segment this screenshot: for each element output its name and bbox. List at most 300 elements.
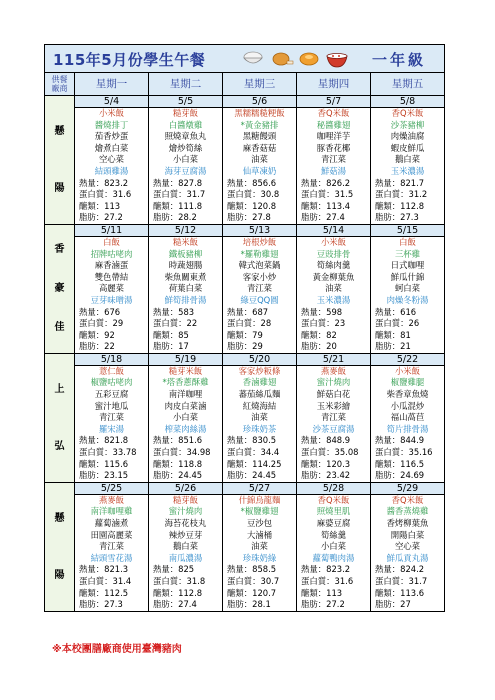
main-dish: 沙茶豬柳 bbox=[390, 119, 425, 130]
fat bbox=[75, 212, 148, 224]
soup: 筍片排骨湯 bbox=[386, 423, 429, 434]
main-dish: 醬燒排丁 bbox=[94, 119, 129, 130]
carbohydrate-label: 醣類： bbox=[79, 329, 105, 340]
fat-label: 脂肪： bbox=[375, 470, 401, 481]
vendor-char: 上 bbox=[54, 383, 65, 395]
protein-label: 蛋白質： bbox=[301, 447, 335, 458]
calories-label: 熱量： bbox=[79, 564, 105, 575]
calories-label: 熱量： bbox=[227, 564, 253, 575]
carbohydrate-value: 92 bbox=[104, 329, 115, 340]
main-dish: 蜜汁燒肉 bbox=[168, 506, 203, 517]
carbohydrate-label: 醣類： bbox=[227, 587, 253, 598]
day-date: 5/18 bbox=[75, 354, 148, 366]
calories-label: 熱量： bbox=[301, 306, 327, 317]
fat-value: 27.8 bbox=[252, 212, 271, 223]
side-dish: 燴炒筍絲 bbox=[168, 142, 203, 153]
day-cell bbox=[149, 483, 223, 611]
fat-label: 脂肪： bbox=[153, 212, 179, 223]
side-dish: 小白菜 bbox=[172, 412, 199, 423]
carbohydrate bbox=[75, 201, 148, 213]
protein bbox=[223, 576, 296, 588]
staple-food: 香Q米飯 bbox=[317, 108, 350, 118]
fat-label: 脂肪： bbox=[79, 599, 105, 610]
side-dish: 照燒章魚丸 bbox=[164, 131, 207, 142]
day-cell bbox=[223, 225, 297, 353]
vendor-char: 弘 bbox=[54, 440, 65, 452]
protein bbox=[371, 318, 444, 330]
fat-value: 21 bbox=[400, 341, 411, 352]
carbohydrate-label: 醣類： bbox=[301, 200, 327, 211]
side-dish: 小瓜混炒 bbox=[390, 400, 425, 411]
protein-value: 31.4 bbox=[112, 575, 132, 586]
day-cell bbox=[297, 96, 371, 224]
chicken-leg-icon bbox=[273, 53, 293, 65]
protein bbox=[223, 447, 296, 459]
side-dish: 日式咖哩 bbox=[390, 260, 425, 271]
day-date: 5/25 bbox=[75, 483, 148, 495]
fat-value: 27.4 bbox=[178, 599, 197, 610]
carbohydrate-label: 醣類： bbox=[375, 458, 401, 469]
side-dish: 黑糖饅頭 bbox=[242, 131, 277, 142]
vendor-char: 陽 bbox=[54, 182, 65, 194]
week-row bbox=[45, 354, 444, 483]
soup: 結頭雞湯 bbox=[94, 165, 129, 176]
carbohydrate-value: 111.8 bbox=[178, 200, 203, 211]
calories-value: 616 bbox=[400, 306, 417, 317]
side-dish: 鮮瓜什錦 bbox=[390, 271, 425, 282]
protein bbox=[371, 447, 444, 459]
fat bbox=[371, 470, 444, 482]
day-date: 5/6 bbox=[223, 96, 296, 108]
main-dish: 招牌咕咾肉 bbox=[90, 248, 133, 259]
main-dish: 香滷雞翅 bbox=[242, 377, 277, 388]
fat bbox=[149, 599, 222, 611]
soup: 豆芽味噌湯 bbox=[90, 294, 133, 305]
carbohydrate-label: 醣類： bbox=[153, 458, 179, 469]
fat bbox=[223, 341, 296, 353]
protein-label: 蛋白質： bbox=[227, 318, 261, 329]
side-dish: 蝦皮鮮瓜 bbox=[390, 142, 425, 153]
side-dish: 青江菜 bbox=[320, 412, 347, 423]
day-cell bbox=[75, 354, 149, 482]
fat bbox=[149, 212, 222, 224]
protein bbox=[149, 576, 222, 588]
day-date: 5/5 bbox=[149, 96, 222, 108]
carbohydrate-value: 113 bbox=[326, 587, 343, 598]
calories-label: 熱量： bbox=[153, 306, 179, 317]
main-dish: 照燒里肌 bbox=[316, 506, 351, 517]
protein-label: 蛋白質： bbox=[375, 575, 409, 586]
side-dish: 小白菜 bbox=[320, 541, 347, 552]
side-dish: 油菜 bbox=[251, 154, 268, 165]
fat-value: 22 bbox=[104, 341, 115, 352]
fat-label: 脂肪： bbox=[375, 599, 401, 610]
side-dish: 青江菜 bbox=[320, 154, 347, 165]
side-dish: 蕃茄絲瓜麵 bbox=[238, 389, 281, 400]
protein-value: 35.08 bbox=[334, 447, 359, 458]
protein-label: 蛋白質： bbox=[375, 447, 409, 458]
day-cell bbox=[297, 354, 371, 482]
side-dish: 玉米彩繪 bbox=[316, 400, 351, 411]
soup: 玉米濃湯 bbox=[390, 165, 425, 176]
day-cell bbox=[75, 225, 149, 353]
carbohydrate bbox=[149, 588, 222, 600]
staple-food: 香Q米飯 bbox=[391, 494, 424, 505]
calories bbox=[75, 307, 148, 319]
main-dish: *塔香蔥酥雞 bbox=[162, 377, 209, 388]
soup: 玉米濃湯 bbox=[316, 294, 351, 305]
soup: 結頭雪花湯 bbox=[90, 552, 133, 563]
fat-value: 23.42 bbox=[326, 470, 351, 481]
side-dish: 茄香炒蛋 bbox=[94, 131, 129, 142]
carbohydrate bbox=[149, 201, 222, 213]
calories-value: 826.2 bbox=[326, 177, 351, 188]
side-dish: 青江菜 bbox=[246, 283, 273, 294]
fat-value: 27 bbox=[400, 599, 411, 610]
calories-value: 583 bbox=[178, 306, 195, 317]
protein-value: 30.7 bbox=[260, 575, 280, 586]
carbohydrate bbox=[149, 330, 222, 342]
protein bbox=[297, 318, 370, 330]
side-dish: 開陽白菜 bbox=[390, 529, 425, 540]
protein-label: 蛋白質： bbox=[301, 189, 335, 200]
protein-value: 31.7 bbox=[186, 189, 206, 200]
calories bbox=[149, 435, 222, 447]
carbohydrate-value: 81 bbox=[400, 329, 411, 340]
soup: 南瓜濃湯 bbox=[168, 552, 203, 563]
staple-food: 糙芽飯 bbox=[172, 494, 199, 505]
protein-value: 30.8 bbox=[260, 189, 280, 200]
fat-label: 脂肪： bbox=[227, 599, 253, 610]
side-dish: 咖哩洋芋 bbox=[316, 131, 351, 142]
fat-value: 28.2 bbox=[178, 212, 197, 223]
vendor-char: 懸 bbox=[54, 125, 65, 137]
carbohydrate-label: 醣類： bbox=[227, 458, 253, 469]
carbohydrate-label: 醣類： bbox=[301, 587, 327, 598]
calories-label: 熱量： bbox=[375, 564, 401, 575]
calories-value: 856.6 bbox=[252, 177, 277, 188]
protein-value: 22 bbox=[186, 318, 198, 329]
side-dish: 青江菜 bbox=[98, 412, 125, 423]
fat bbox=[149, 341, 222, 353]
staple-food: 黑糯糯糙粳飯 bbox=[234, 108, 285, 118]
protein-value: 31.6 bbox=[334, 575, 354, 586]
staple-food: 小米飯 bbox=[320, 236, 347, 247]
calories-label: 熱量： bbox=[375, 177, 401, 188]
soup: 榨菜肉絲湯 bbox=[164, 423, 207, 434]
soup-bowl-icon bbox=[327, 54, 347, 68]
day-cell bbox=[223, 354, 297, 482]
calories-value: 823.2 bbox=[326, 564, 351, 575]
calories-label: 熱量： bbox=[375, 435, 401, 446]
side-dish: 麻香滷蛋 bbox=[94, 260, 129, 271]
calories-label: 熱量： bbox=[79, 177, 105, 188]
calories-value: 823.2 bbox=[104, 177, 129, 188]
carbohydrate-label: 醣類： bbox=[227, 329, 253, 340]
fat-label: 脂肪： bbox=[153, 341, 179, 352]
carbohydrate-value: 113.4 bbox=[326, 200, 351, 211]
staple-food: 客家炒粄條 bbox=[238, 365, 281, 376]
fat-label: 脂肪： bbox=[375, 212, 401, 223]
calories-value: 824.2 bbox=[400, 564, 425, 575]
protein bbox=[149, 189, 222, 201]
fat bbox=[75, 470, 148, 482]
side-dish: 燴煮白菜 bbox=[94, 142, 129, 153]
side-dish: 香烤柳葉魚 bbox=[386, 518, 429, 528]
soup: 沙茶豆腐湯 bbox=[312, 423, 355, 434]
protein bbox=[75, 447, 148, 459]
fat-label: 脂肪： bbox=[301, 341, 327, 352]
protein-value: 23 bbox=[334, 318, 346, 329]
calories-label: 熱量： bbox=[227, 306, 253, 317]
protein bbox=[149, 447, 222, 459]
carbohydrate-value: 112.5 bbox=[104, 587, 129, 598]
carbohydrate bbox=[75, 459, 148, 471]
protein bbox=[297, 189, 370, 201]
calories bbox=[223, 307, 296, 319]
main-dish: 醬香蒸燒雞 bbox=[386, 506, 429, 517]
carbohydrate-label: 醣類： bbox=[227, 200, 253, 211]
calories-value: 825 bbox=[178, 564, 195, 575]
protein bbox=[75, 189, 148, 201]
staple-food: 白飯 bbox=[103, 236, 120, 247]
fat-label: 脂肪： bbox=[227, 212, 253, 223]
carbohydrate bbox=[223, 588, 296, 600]
vendor-name bbox=[45, 225, 75, 353]
carbohydrate-label: 醣類： bbox=[301, 458, 327, 469]
week-row bbox=[45, 225, 444, 354]
fat-value: 27.3 bbox=[400, 212, 419, 223]
carbohydrate-label: 醣類： bbox=[375, 587, 401, 598]
pork-origin-notice: ※本校團膳廠商使用臺灣豬肉 bbox=[52, 644, 182, 655]
calories bbox=[75, 435, 148, 447]
soup: 海芽豆腐湯 bbox=[164, 165, 207, 176]
calories-value: 821.8 bbox=[104, 435, 129, 446]
soup: 蘿蔔鴨肉湯 bbox=[312, 552, 355, 563]
carbohydrate-value: 113.6 bbox=[400, 587, 425, 598]
rice-bowl-icon bbox=[244, 52, 262, 63]
fat bbox=[297, 212, 370, 224]
day-date: 5/27 bbox=[223, 483, 296, 495]
staple-food: 糙芽飯 bbox=[172, 108, 199, 118]
calories-label: 熱量： bbox=[375, 306, 401, 317]
staple-food: 香Q米飯 bbox=[391, 108, 424, 118]
carbohydrate-label: 醣類： bbox=[153, 200, 179, 211]
calories bbox=[149, 178, 222, 190]
protein-label: 蛋白質： bbox=[227, 575, 261, 586]
side-dish: 麻香菇菇 bbox=[242, 142, 277, 153]
day-date: 5/13 bbox=[223, 225, 296, 237]
fat bbox=[297, 599, 370, 611]
staple-food: 培根炒飯 bbox=[242, 236, 277, 247]
protein bbox=[297, 576, 370, 588]
carbohydrate-value: 85 bbox=[178, 329, 189, 340]
fat-label: 脂肪： bbox=[79, 341, 105, 352]
day-cell bbox=[149, 96, 223, 224]
carbohydrate-label: 醣類： bbox=[301, 329, 327, 340]
day-date: 5/8 bbox=[371, 96, 444, 108]
side-dish: 柴香章魚燒 bbox=[386, 389, 429, 400]
fat-value: 27.4 bbox=[326, 212, 345, 223]
weekday-thursday: 星期四 bbox=[297, 73, 371, 95]
carbohydrate bbox=[223, 330, 296, 342]
protein-label: 蛋白質： bbox=[153, 189, 187, 200]
day-cell bbox=[223, 483, 297, 611]
fat-value: 23.15 bbox=[104, 470, 129, 481]
calories-value: 676 bbox=[104, 306, 121, 317]
fat-label: 脂肪： bbox=[79, 470, 105, 481]
weeks-container bbox=[45, 96, 444, 611]
protein-label: 蛋白質： bbox=[301, 575, 335, 586]
calories bbox=[297, 178, 370, 190]
day-date: 5/19 bbox=[149, 354, 222, 366]
day-cell bbox=[297, 225, 371, 353]
fat-value: 29 bbox=[252, 341, 263, 352]
main-dish: 椒鹽咕咾肉 bbox=[90, 377, 133, 388]
carbohydrate bbox=[297, 201, 370, 213]
carbohydrate bbox=[149, 459, 222, 471]
fat-label: 脂肪： bbox=[153, 599, 179, 610]
main-dish: *椒鹽雞翅 bbox=[240, 506, 279, 517]
protein-label: 蛋白質： bbox=[301, 318, 335, 329]
calories-label: 熱量： bbox=[153, 177, 179, 188]
side-dish: 小白菜 bbox=[172, 154, 199, 165]
day-cell bbox=[371, 96, 444, 224]
carbohydrate-value: 116.5 bbox=[400, 458, 425, 469]
calories bbox=[297, 435, 370, 447]
weekday-tuesday: 星期二 bbox=[149, 73, 223, 95]
calories-value: 858.5 bbox=[252, 564, 277, 575]
vendor-name bbox=[45, 354, 75, 482]
carbohydrate-value: 120.3 bbox=[326, 458, 351, 469]
protein bbox=[75, 576, 148, 588]
carbohydrate-label: 醣類： bbox=[153, 329, 179, 340]
calories-value: 848.9 bbox=[326, 435, 351, 446]
staple-food: 糙芽米飯 bbox=[168, 365, 203, 376]
main-dish: 椒鹽雞腿 bbox=[390, 377, 425, 388]
soup: 綠豆QQ圓 bbox=[240, 294, 279, 305]
day-date: 5/7 bbox=[297, 96, 370, 108]
fat-label: 脂肪： bbox=[301, 470, 327, 481]
staple-food: 薏仁飯 bbox=[98, 365, 125, 376]
protein-value: 26 bbox=[408, 318, 420, 329]
fat-value: 27.2 bbox=[104, 212, 123, 223]
carbohydrate bbox=[223, 201, 296, 213]
carbohydrate bbox=[75, 588, 148, 600]
calories bbox=[223, 435, 296, 447]
calories bbox=[371, 178, 444, 190]
calories bbox=[75, 564, 148, 576]
carbohydrate-value: 115.6 bbox=[104, 458, 129, 469]
day-cell bbox=[75, 96, 149, 224]
vendor-name bbox=[45, 483, 75, 611]
side-dish: 麻婆豆腐 bbox=[316, 518, 351, 528]
protein-value: 31.6 bbox=[112, 189, 132, 200]
protein-label: 蛋白質： bbox=[153, 447, 187, 458]
protein bbox=[149, 318, 222, 330]
calories-label: 熱量： bbox=[227, 435, 253, 446]
fat-label: 脂肪： bbox=[301, 212, 327, 223]
protein-value: 31.7 bbox=[408, 575, 428, 586]
side-dish: 時蔬翅腸 bbox=[168, 260, 203, 271]
side-dish: 鮮菇白花 bbox=[316, 389, 351, 400]
vendor-char: 豪 bbox=[54, 283, 65, 295]
calories bbox=[223, 178, 296, 190]
protein-label: 蛋白質： bbox=[153, 575, 187, 586]
main-dish: 秘醬雞翅 bbox=[316, 119, 351, 130]
day-date: 5/21 bbox=[297, 354, 370, 366]
day-date: 5/11 bbox=[75, 225, 148, 237]
fat-value: 20 bbox=[326, 341, 337, 352]
week-row bbox=[45, 483, 444, 611]
protein bbox=[223, 189, 296, 201]
fat-label: 脂肪： bbox=[301, 599, 327, 610]
calories-label: 熱量： bbox=[301, 435, 327, 446]
carbohydrate-value: 120.8 bbox=[252, 200, 277, 211]
calories bbox=[371, 307, 444, 319]
day-date: 5/20 bbox=[223, 354, 296, 366]
side-dish: 筍絲肉羹 bbox=[316, 260, 351, 271]
carbohydrate-value: 112.8 bbox=[400, 200, 425, 211]
carbohydrate bbox=[371, 588, 444, 600]
side-dish: 韓式泡菜鍋 bbox=[238, 260, 281, 271]
calories bbox=[297, 564, 370, 576]
carbohydrate-label: 醣類： bbox=[153, 587, 179, 598]
fat bbox=[371, 599, 444, 611]
vendor-char: 懸 bbox=[54, 512, 65, 524]
day-cell bbox=[371, 225, 444, 353]
fat bbox=[149, 470, 222, 482]
vendor-header: 供餐 廠商 bbox=[45, 73, 75, 95]
side-dish: 鵝白菜 bbox=[394, 154, 421, 165]
side-dish: 鵝白菜 bbox=[172, 541, 199, 552]
side-dish: 蚵白菜 bbox=[394, 283, 421, 294]
menu-title: 115年5月份學生午餐 bbox=[53, 51, 206, 69]
carbohydrate bbox=[371, 459, 444, 471]
fat bbox=[223, 599, 296, 611]
fat bbox=[297, 470, 370, 482]
side-dish: 客家小炒 bbox=[242, 271, 277, 282]
staple-food: 白飯 bbox=[399, 236, 416, 247]
fat bbox=[371, 212, 444, 224]
calories-label: 熱量： bbox=[301, 564, 327, 575]
carbohydrate-value: 118.8 bbox=[178, 458, 203, 469]
side-dish: 油菜 bbox=[325, 283, 342, 294]
fat-label: 脂肪： bbox=[375, 341, 401, 352]
main-dish: 鐵板豬柳 bbox=[168, 248, 203, 259]
side-dish: 高麗菜 bbox=[98, 283, 125, 294]
side-dish: 五彩豆腐 bbox=[94, 389, 129, 400]
day-cell bbox=[149, 354, 223, 482]
side-dish: 油菜 bbox=[251, 541, 268, 552]
main-dish: *黃金豬排 bbox=[240, 119, 279, 130]
calories-value: 844.9 bbox=[400, 435, 425, 446]
calories bbox=[149, 307, 222, 319]
fat-label: 脂肪： bbox=[227, 470, 253, 481]
fat-label: 脂肪： bbox=[227, 341, 253, 352]
side-dish: 紅燒海結 bbox=[242, 400, 277, 411]
side-dish: 田園高麗菜 bbox=[90, 529, 133, 540]
calories-label: 熱量： bbox=[153, 564, 179, 575]
side-dish: 蘿蔔滷煮 bbox=[94, 518, 129, 528]
fat-label: 脂肪： bbox=[79, 212, 105, 223]
protein-label: 蛋白質： bbox=[79, 447, 113, 458]
fat-value: 24.45 bbox=[252, 470, 277, 481]
side-dish: 柴魚關東煮 bbox=[164, 271, 207, 282]
calories-value: 830.5 bbox=[252, 435, 277, 446]
day-cell bbox=[371, 354, 444, 482]
protein-label: 蛋白質： bbox=[79, 189, 113, 200]
